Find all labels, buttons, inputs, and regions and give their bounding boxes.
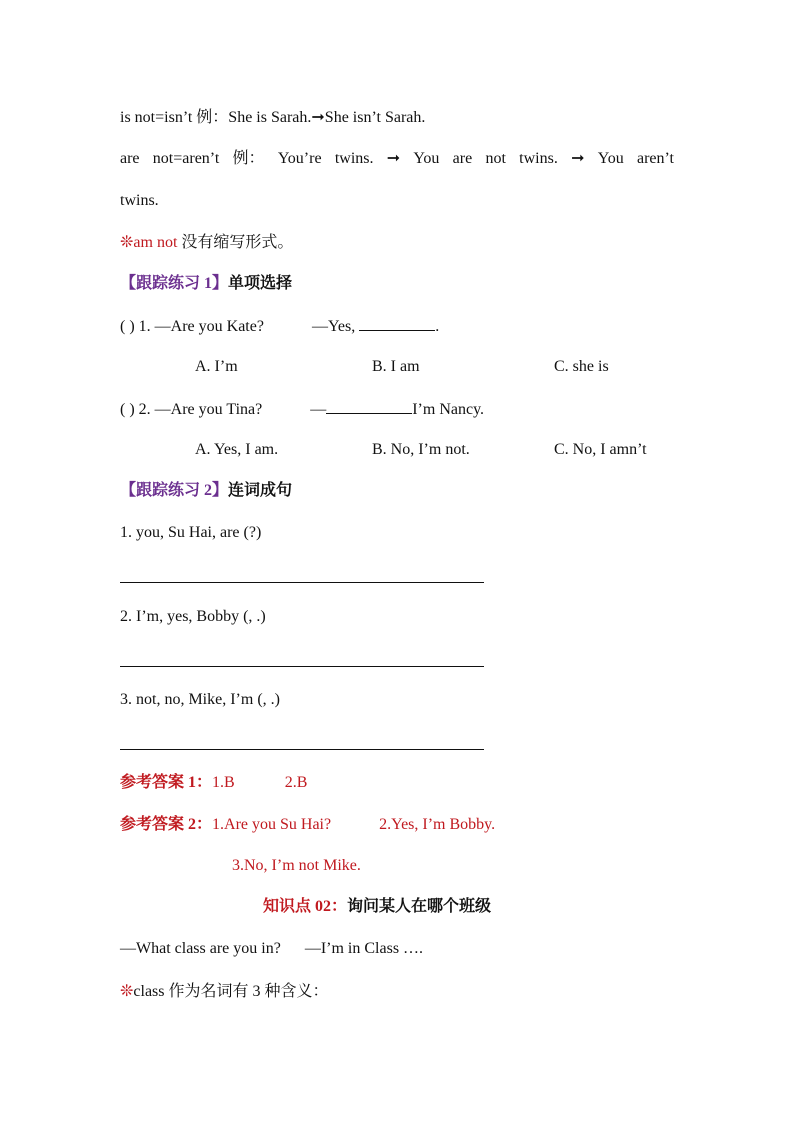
question-reply-end: I’m Nancy. xyxy=(412,401,485,418)
rule-isnt: is not=isn’t 例：She is Sarah.➞She isn’t Sarah. xyxy=(120,109,426,126)
heading-number: 1 xyxy=(200,275,213,292)
rule-arent xyxy=(120,149,674,169)
question-stem: ( ) 2. —Are you Tina? xyxy=(120,401,263,418)
answer-blank[interactable] xyxy=(359,316,435,331)
knowledge-title: 询问某人在哪个班级 xyxy=(347,898,492,915)
arrow-icon: ➞ xyxy=(386,150,401,167)
q1-option-c[interactable]: C. she is xyxy=(554,358,609,375)
word: are xyxy=(452,150,473,167)
answer-line-3[interactable] xyxy=(120,749,484,750)
heading-bracket-close: 】 xyxy=(212,275,229,292)
q1-option-a[interactable]: A. I’m xyxy=(195,358,238,375)
word: not xyxy=(485,150,506,167)
note-mark: ❊ xyxy=(120,983,134,1000)
q1-option-b[interactable]: B. I am xyxy=(372,358,420,375)
knowledge-dialog: —What class are you in? —I’m in Class …. xyxy=(120,940,424,957)
question-2 xyxy=(120,399,484,420)
word: are xyxy=(120,150,140,167)
practice2-heading xyxy=(120,481,292,501)
answer-key-1 xyxy=(120,773,307,793)
question-reply-end: . xyxy=(435,318,440,335)
question-1 xyxy=(120,316,439,337)
note-am-not xyxy=(120,233,293,253)
arrow-icon: ➞ xyxy=(571,150,585,167)
note-text: 没有缩写形式。 xyxy=(177,234,294,251)
answer-label: 参考答案 1： xyxy=(120,774,213,791)
note-mark: ❊am not xyxy=(120,234,178,251)
question-reply: — xyxy=(310,401,327,418)
note-text: class 作为名词有 3 种含义： xyxy=(133,983,329,1000)
answer-value: 1.B xyxy=(212,774,235,791)
knowledge-heading xyxy=(263,897,491,917)
heading-bracket: 【跟踪练习 xyxy=(120,482,201,499)
q2-option-c[interactable]: C. No, I amn’t xyxy=(554,441,647,458)
heading-bracket-close: 】 xyxy=(212,482,229,499)
word: twins. xyxy=(334,150,374,167)
answer-key-2-cont: 3.No, I’m not Mike. xyxy=(232,857,361,874)
answer-label: 参考答案 2： xyxy=(120,816,213,833)
word: aren’t xyxy=(636,150,674,167)
word: twins. xyxy=(519,150,558,167)
answer-line-2[interactable] xyxy=(120,666,484,667)
answer-blank[interactable] xyxy=(326,399,412,414)
q2-option-b[interactable]: B. No, I’m not. xyxy=(372,441,470,458)
question-reply: —Yes, xyxy=(311,318,360,335)
answer-value: 2.Yes, I’m Bobby. xyxy=(379,816,496,833)
heading-title: 单项选择 xyxy=(228,275,293,292)
heading-bracket: 【跟踪练习 xyxy=(120,275,201,292)
word: 例： xyxy=(232,150,265,167)
word: You xyxy=(413,150,440,167)
answer-value: 1.Are you Su Hai? xyxy=(212,816,332,833)
heading-number: 2 xyxy=(200,482,213,499)
sentence-item-3: 3. not, no, Mike, I’m (, .) xyxy=(120,691,280,708)
word: You xyxy=(597,150,624,167)
knowledge-note xyxy=(120,982,329,1002)
rule-arent-end: twins. xyxy=(120,192,159,209)
knowledge-label: 知识点 02： xyxy=(263,898,348,915)
answer-line-1[interactable] xyxy=(120,582,484,583)
answer-key-2 xyxy=(120,815,495,835)
q2-option-a[interactable]: A. Yes, I am. xyxy=(195,441,279,458)
word: You’re xyxy=(277,150,322,167)
answer-value: 2.B xyxy=(284,774,308,791)
practice1-heading xyxy=(120,274,292,294)
sentence-item-2: 2. I’m, yes, Bobby (, .) xyxy=(120,608,266,625)
heading-title: 连词成句 xyxy=(228,482,293,499)
sentence-item-1: 1. you, Su Hai, are (?) xyxy=(120,524,262,541)
question-stem: ( ) 1. —Are you Kate? xyxy=(120,318,264,335)
word: not=aren’t xyxy=(152,150,220,167)
